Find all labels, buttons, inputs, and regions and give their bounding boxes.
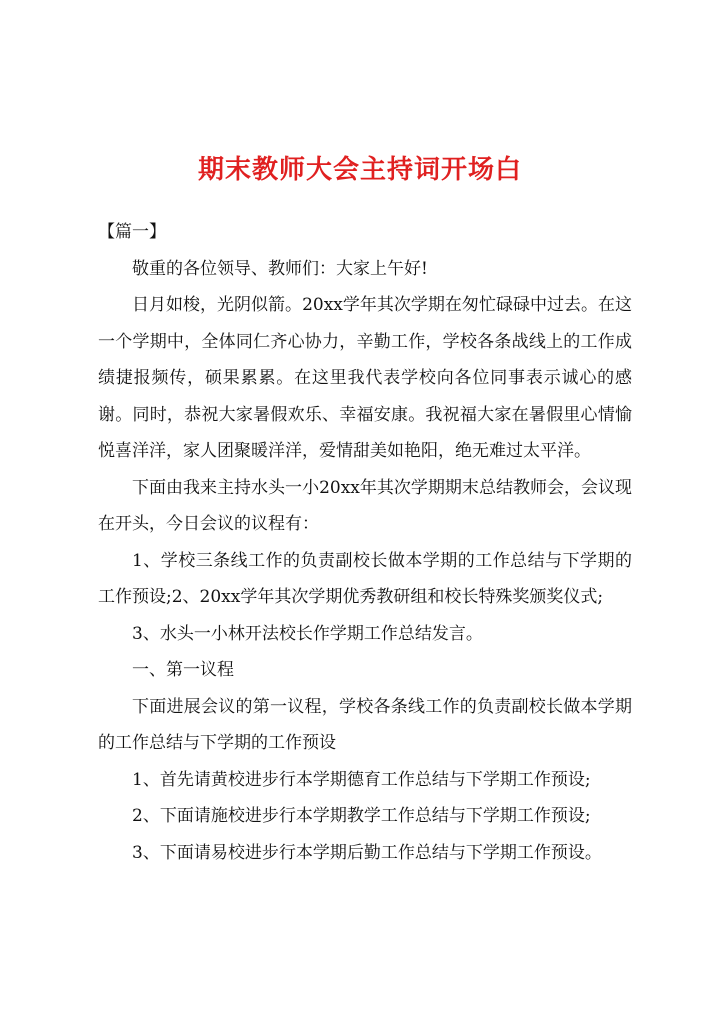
opening-paragraph: 日月如梭，光阴似箭。20xx学年其次学期在匆忙碌碌中过去。在这一个学期中，全体同仁齐心协力，辛勤工作，学校各条战线上的工作成绩捷报频传，硕果累累。在这里我代表学校向各位同事表示诚心的感谢。同时，恭祝大家暑假欢乐、幸福安康。我祝福大家在暑假里心情愉悦喜洋洋，家人团聚暖洋洋，爱情甜美如艳阳，绝无难过太平洋。 — [98, 295, 632, 461]
first-agenda-heading: 一、第一议程 — [132, 660, 234, 680]
greeting-paragraph: 敬重的各位领导、教师们：大家上午好! — [132, 258, 428, 279]
agenda-item-1-2: 1、学校三条线工作的负责副校长做本学期的工作总结与下学期的工作预设;2、20xx学年其次学期优秀教研组和校长特殊奖颁奖仪式; — [98, 550, 632, 607]
first-agenda-step-3: 3、下面请易校进步行本学期后勤工作总结与下学期工作预设。 — [132, 842, 602, 863]
agenda-item-3: 3、水头一小林开法校长作学期工作总结发言。 — [132, 623, 483, 644]
document-body — [98, 214, 632, 871]
first-agenda-intro: 下面进展会议的第一议程，学校各条线工作的负责副校长做本学期的工作总结与下学期的工作预设 — [98, 696, 632, 753]
first-agenda-step-2: 2、下面请施校进步行本学期教学工作总结与下学期工作预设; — [132, 806, 591, 826]
agenda-intro-paragraph: 下面由我来主持水头一小20xx年其次学期期末总结教师会，会议现在开头，今日会议的议程有： — [98, 477, 632, 534]
document-title: 期末教师大会主持词开场白 — [197, 155, 522, 185]
first-agenda-step-1: 1、首先请黄校进步行本学期德育工作总结与下学期工作预设; — [132, 769, 591, 790]
section-label: 【篇一】 — [98, 222, 166, 242]
